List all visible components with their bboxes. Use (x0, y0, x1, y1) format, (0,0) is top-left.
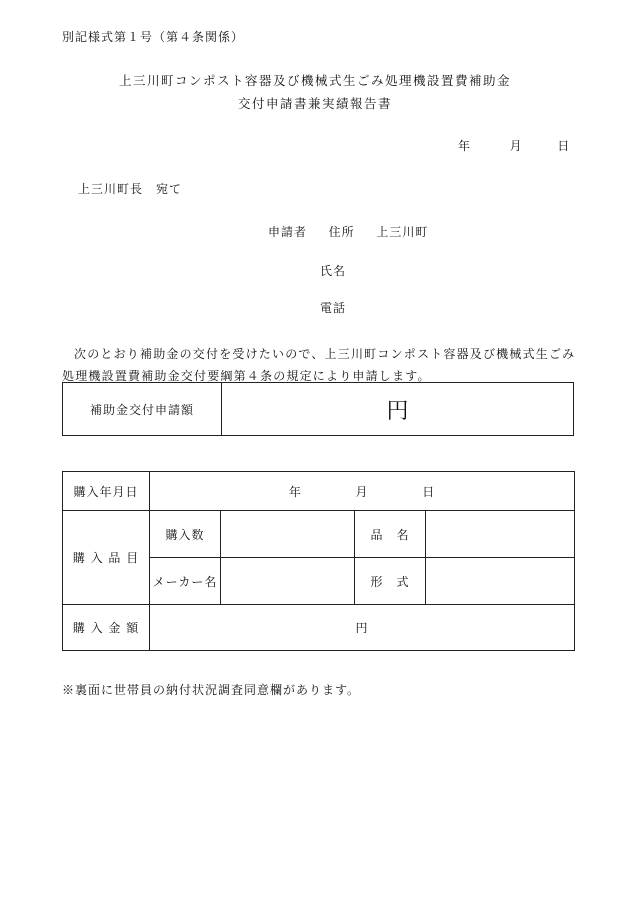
address-value[interactable]: 上三川町 (376, 225, 429, 239)
addressee: 上三川町長 宛て (78, 182, 183, 196)
purchase-amount-unit: 円 (355, 621, 369, 635)
form-title-line-2: 交付申請書兼実績報告書 (237, 96, 392, 111)
product-name-field[interactable] (426, 511, 575, 558)
purchase-date-day: 日 (422, 484, 436, 499)
consent-note: ※裏面に世帯員の納付状況調査同意欄があります。 (62, 683, 361, 697)
purchase-date-field[interactable] (150, 472, 575, 511)
purchase-date-year: 年 (288, 484, 302, 499)
purchase-amount-label: 購 入 金 額 (63, 605, 150, 651)
subsidy-amount-label: 補助金交付申請額 (63, 383, 222, 436)
application-statement: 次のとおり補助金の交付を受けたいので、上三川町コンポスト容器及び機械式生ごみ処理機設置費補助金交付要綱第４条の規定により申請します。 (62, 347, 576, 383)
phone-label: 電話 (320, 301, 347, 315)
maker-label: メーカー名 (150, 558, 221, 605)
purchase-item-label: 購 入 品 目 (63, 511, 150, 605)
submission-date (458, 137, 569, 154)
date-month-label: 月 (509, 139, 522, 153)
applicant-address-row (268, 223, 428, 240)
form-number-label: 別記様式第１号（第４条関係） (62, 30, 245, 44)
date-day-label: 日 (557, 139, 570, 153)
quantity-field[interactable] (221, 511, 355, 558)
subsidy-amount-field[interactable] (222, 383, 574, 436)
applicant-heading: 申請者 (268, 225, 308, 239)
model-field[interactable] (426, 558, 575, 605)
subsidy-amount-table (62, 382, 574, 436)
product-name-label: 品 名 (355, 511, 426, 558)
form-title-line-1: 上三川町コンポスト容器及び機械式生ごみ処理機設置費補助金 (118, 73, 511, 88)
model-label: 形 式 (355, 558, 426, 605)
name-label: 氏名 (320, 264, 347, 278)
address-label: 住所 (328, 225, 355, 239)
maker-field[interactable] (221, 558, 355, 605)
purchase-details-table (62, 471, 575, 651)
purchase-date-label: 購入年月日 (63, 472, 150, 511)
purchase-amount-field[interactable] (150, 605, 575, 651)
date-year-label: 年 (458, 139, 471, 153)
subsidy-amount-unit: 円 (386, 398, 409, 424)
purchase-date-month: 月 (355, 484, 369, 499)
quantity-label: 購入数 (150, 511, 221, 558)
